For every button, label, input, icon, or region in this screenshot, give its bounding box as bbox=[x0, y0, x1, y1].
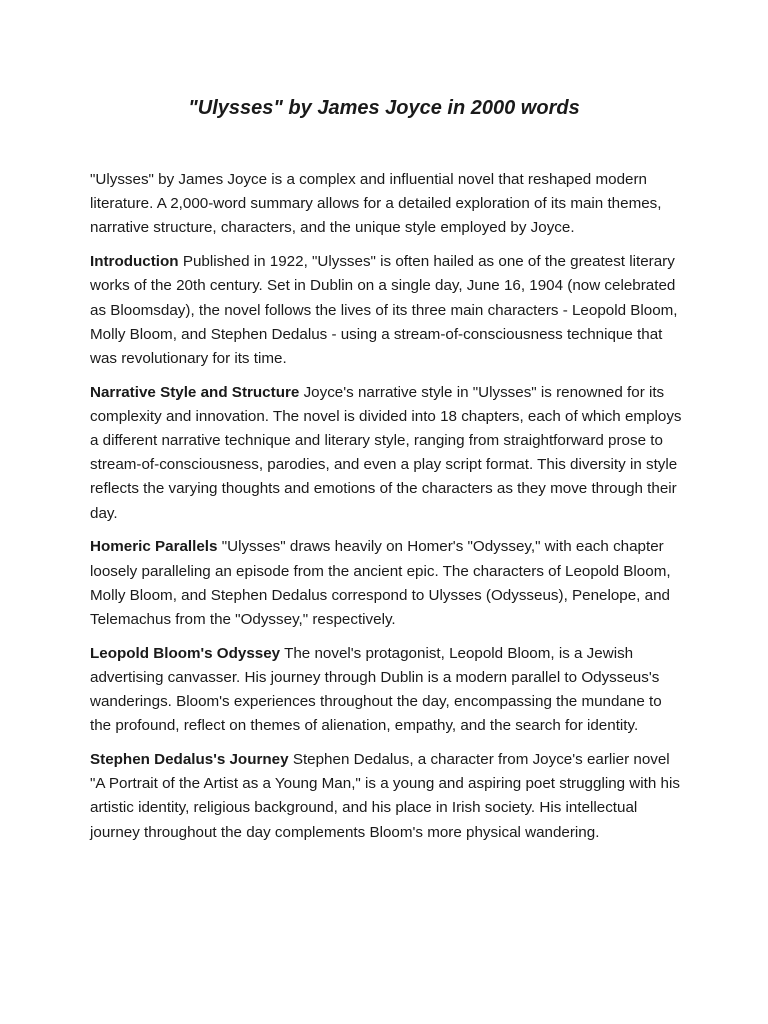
section-text-bloom-odyssey: The novel's protagonist, Leopold Bloom, is a Jewish advertising canvasser. His journey through Dublin is a modern parallel to Odysseus's wanderings. Bloom's experiences throughout the day, encompassing the mundane to the profound, reflect on themes of alienation, empathy, and the search for identity. bbox=[90, 644, 662, 735]
section-homeric-parallels bbox=[90, 535, 686, 632]
section-heading-dedalus-journey: Stephen Dedalus's Journey bbox=[90, 750, 289, 768]
section-text-dedalus-journey: Stephen Dedalus, a character from Joyce's earlier novel "A Portrait of the Artist as a Young Man," is a young and aspiring poet struggling with his artistic identity, religious background, and his place in Irish society. His intellectual journey throughout the day complements Bloom's more physical wandering. bbox=[90, 750, 680, 841]
section-heading-narrative-style: Narrative Style and Structure bbox=[90, 383, 300, 401]
document-title: "Ulysses" by James Joyce in 2000 words bbox=[188, 97, 580, 119]
section-heading-homeric-parallels: Homeric Parallels bbox=[90, 538, 218, 556]
section-narrative-style bbox=[90, 381, 686, 526]
section-heading-bloom-odyssey: Leopold Bloom's Odyssey bbox=[90, 644, 281, 662]
section-introduction bbox=[90, 250, 686, 371]
section-heading-introduction: Introduction bbox=[90, 253, 179, 271]
section-text-narrative-style: Joyce's narrative style in "Ulysses" is renowned for its complexity and innovation. The novel is divided into 18 chapters, each of which employs a different narrative technique and literary style, ranging from straightforward prose to stream-of-consciousness, parodies, and even a play script format. This diversity in style reflects the varying thoughts and emotions of the characters as they move through their day. bbox=[90, 383, 682, 522]
section-text-homeric-parallels: "Ulysses" draws heavily on Homer's "Odyssey," with each chapter loosely paralleling an episode from the ancient epic. The characters of Leopold Bloom, Molly Bloom, and Stephen Dedalus correspond to Ulysses (Odysseus), Penelope, and Telemachus from the "Odyssey," respectively. bbox=[90, 538, 671, 628]
intro-paragraph: "Ulysses" by James Joyce is a complex and influential novel that reshaped modern literature. A 2,000-word summary allows for a detailed exploration of its main themes, narrative structure, characters, and the unique style employed by Joyce. bbox=[90, 171, 662, 237]
section-bloom-odyssey bbox=[90, 642, 686, 739]
document-body bbox=[90, 168, 686, 854]
section-text-introduction: Published in 1922, "Ulysses" is often hailed as one of the greatest literary works of the 20th century. Set in Dublin on a single day, June 16, 1904 (now celebrated as Bloomsday), the novel follows the lives of its three main characters - Leopold Bloom, Molly Bloom, and Stephen Dedalus - using a stream-of-consciousness technique that was revolutionary for its time. bbox=[90, 253, 678, 367]
section-dedalus-journey bbox=[90, 748, 686, 845]
